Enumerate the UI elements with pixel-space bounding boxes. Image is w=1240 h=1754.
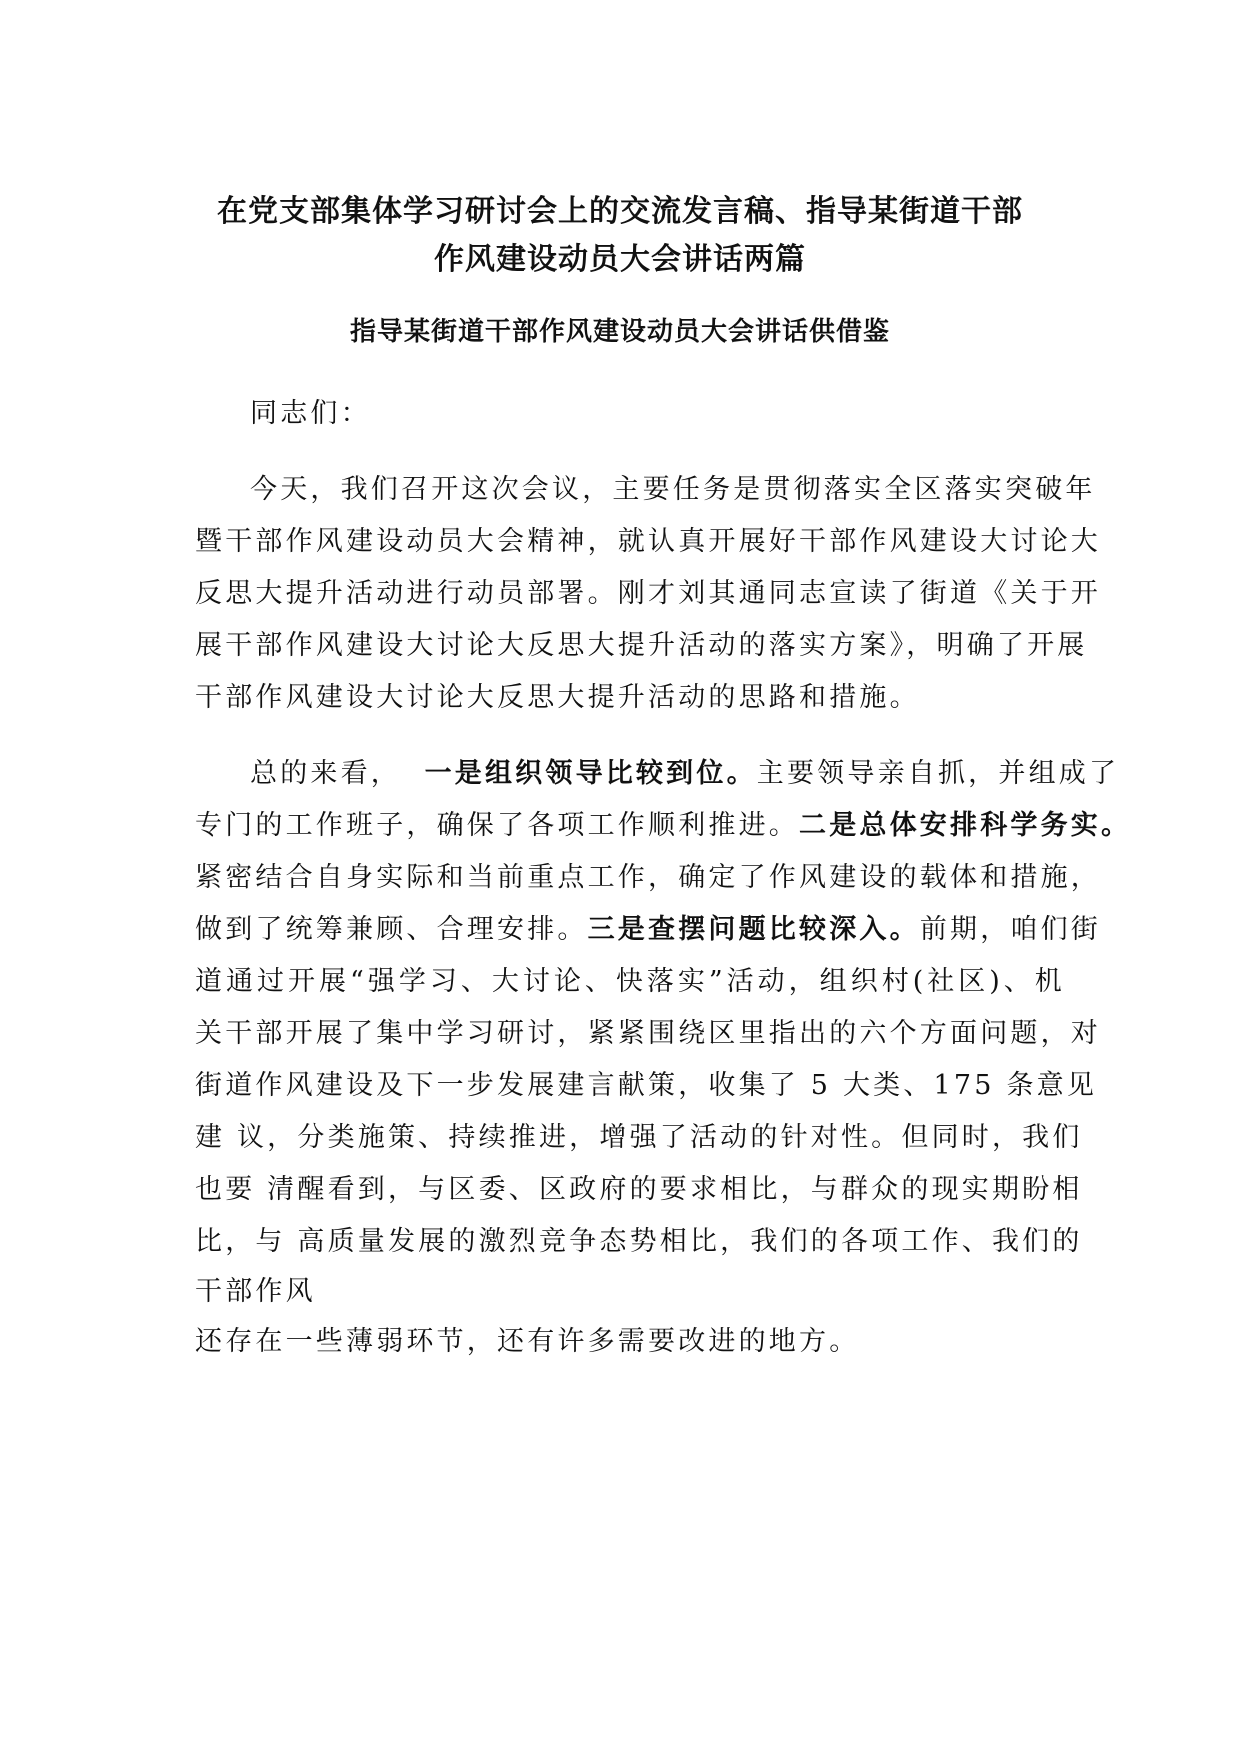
paragraph-2-text: 总的来看， — [250, 758, 401, 789]
paragraph-2-line-4 — [195, 908, 1102, 952]
paragraph-2-line-5: 道通过开展“强学习、大讨论、快落实”活动，组织村(社区)、机 — [195, 966, 1065, 997]
paragraph-2-line-8: 建 议，分类施策、持续推进，增强了活动的针对性。但同时，我们 — [195, 1122, 1083, 1153]
paragraph-1-line-2: 暨干部作风建设动员大会精神，就认真开展好干部作风建设大讨论大 — [195, 526, 1101, 557]
document-title-line-2: 作风建设动员大会讲话两篇 — [434, 242, 806, 277]
paragraph-2-line-7: 街道作风建设及下一步发展建言献策，收集了 5 大类、175 条意见 — [195, 1070, 1098, 1101]
paragraph-2-line-11: 干部作风 — [195, 1276, 316, 1307]
paragraph-2-text: 专门的工作班子，确保了各项工作顺利推进。 — [195, 810, 799, 841]
paragraph-1-line-4: 展干部作风建设大讨论大反思大提升活动的落实方案》，明确了开展 — [195, 630, 1088, 661]
key-point-3: 三是查摆问题比较深入。 — [587, 914, 920, 945]
salutation: 同志们： — [250, 398, 371, 429]
document-subtitle: 指导某街道干部作风建设动员大会讲话供借鉴 — [349, 317, 890, 347]
paragraph-1-line-5: 干部作风建设大讨论大反思大提升活动的思路和措施。 — [195, 682, 920, 713]
paragraph-2-line-9: 也要 清醒看到，与区委、区政府的要求相比，与群众的现实期盼相 — [195, 1174, 1083, 1205]
paragraph-2-line-1 — [250, 752, 1120, 796]
paragraph-2-line-12: 还存在一些薄弱环节，还有许多需要改进的地方。 — [195, 1326, 860, 1357]
paragraph-2-line-6: 关干部开展了集中学习研讨，紧紧围绕区里指出的六个方面问题，对 — [195, 1018, 1101, 1049]
paragraph-1-line-1: 今天，我们召开这次会议，主要任务是贯彻落实全区落实突破年 — [250, 474, 1096, 505]
document-title-line-1: 在党支部集体学习研讨会上的交流发言稿、指导某街道干部 — [217, 194, 1023, 229]
key-point-2: 二是总体安排科学务实。 — [799, 810, 1132, 841]
paragraph-2-line-2 — [195, 804, 1132, 848]
paragraph-1-line-3: 反思大提升活动进行动员部署。刚才刘其通同志宣读了街道《关于开 — [195, 578, 1101, 609]
key-point-1: 一是组织领导比较到位。 — [424, 758, 757, 789]
paragraph-2-text: 前期，咱们街 — [919, 914, 1102, 945]
paragraph-2-line-10: 比，与 高质量发展的激烈竞争态势相比，我们的各项工作、我们的 — [195, 1226, 1083, 1257]
paragraph-2-text: 主要领导亲自抓，并组成了 — [756, 758, 1120, 789]
paragraph-2-text: 做到了统筹兼顾、合理安排。 — [195, 914, 588, 945]
paragraph-2-line-3: 紧密结合自身实际和当前重点工作，确定了作风建设的载体和措施， — [195, 862, 1101, 893]
